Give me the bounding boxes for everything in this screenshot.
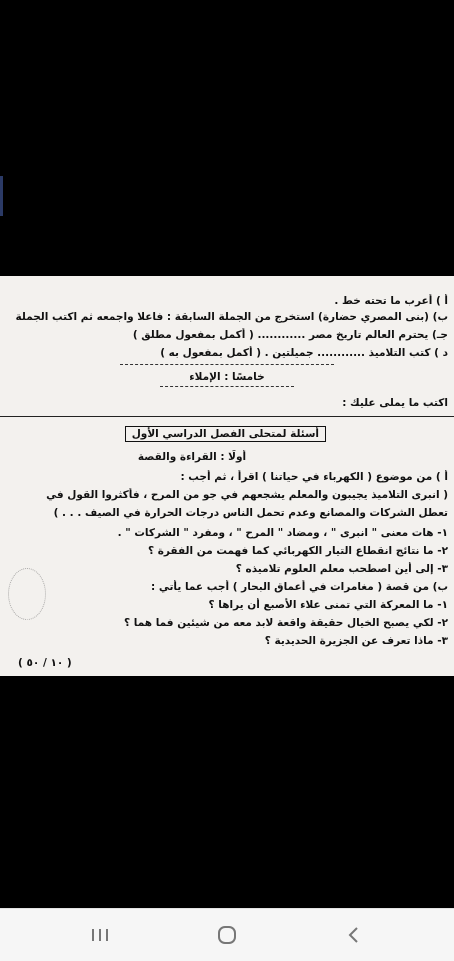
reading-q2: ٢- ما نتائج انقطاع التيار الكهربائي كما فهمت من الفقرة ؟ — [147, 545, 448, 557]
exam-title-box: أسئلة لمتحلى الفصل الدراسي الأول — [125, 426, 326, 442]
reading-question-a: أ ) من موضوع ( الكهرباء في حياتنا ) اقرأ ، ثم أجب : — [180, 471, 448, 483]
story-q2: ٢- لكي يصبح الخيال حقيقة واقعة لابد معه من شيئين فما هما ؟ — [124, 617, 448, 629]
score-mark: ( ١٠ / ٥٠ ) — [18, 657, 72, 669]
section-dictation-heading: خامسًا : الإملاء — [189, 371, 265, 383]
story-question-b: ب) من قصة ( مغامرات في أعماق البحار ) أجب عما يأتي : — [150, 581, 448, 593]
section-divider — [0, 416, 454, 417]
story-q3: ٣- ماذا تعرف عن الجزيرة الحديدية ؟ — [264, 635, 448, 647]
question-a: أ ) أعرب ما تحته خط . — [334, 295, 448, 307]
left-edge-indicator — [0, 176, 3, 216]
question-d: د ) كتب التلاميذ ............ جميلتين . ( أكمل بمفعول به ) — [160, 347, 448, 359]
recent-apps-icon[interactable] — [80, 919, 120, 951]
divider-dashed — [160, 386, 294, 387]
back-icon[interactable] — [334, 919, 374, 951]
section-reading-heading: أولًا : القراءة والقصة — [137, 451, 247, 463]
divider-dashed — [120, 364, 334, 365]
passage-line-2: تعطل الشركات والمصانع وعدم تحمل الناس درجات الحرارة في الصيف . . . ) — [53, 507, 448, 519]
exam-paper-photo — [0, 276, 454, 676]
question-c: جـ) يحترم العالم تاريخ مصر ............ ( أكمل بمفعول مطلق ) — [132, 329, 448, 341]
reading-q1: ١- هات معنى " انبرى " ، ومضاد " المرح " ، ومفرد " الشركات " . — [117, 527, 448, 539]
system-navigation-bar — [0, 908, 454, 961]
home-icon[interactable] — [207, 919, 247, 951]
question-b: ب) (بنى المصري حضارة) استخرج من الجملة السابقة : فاعلا واجمعه ثم اكتب الجملة — [15, 311, 448, 323]
story-q1: ١- ما المعركة التي تمنى علاء الأصبع أن يراها ؟ — [208, 599, 448, 611]
passage-line-1: ( انبرى التلاميذ يجيبون والمعلم يشجعهم في جو من المرح ، فأكثروا القول في — [46, 489, 448, 501]
reading-q3: ٣- إلى أين اصطحب معلم العلوم تلاميذه ؟ — [235, 563, 448, 575]
dictation-instruction: اكتب ما يملى عليك : — [342, 397, 448, 409]
